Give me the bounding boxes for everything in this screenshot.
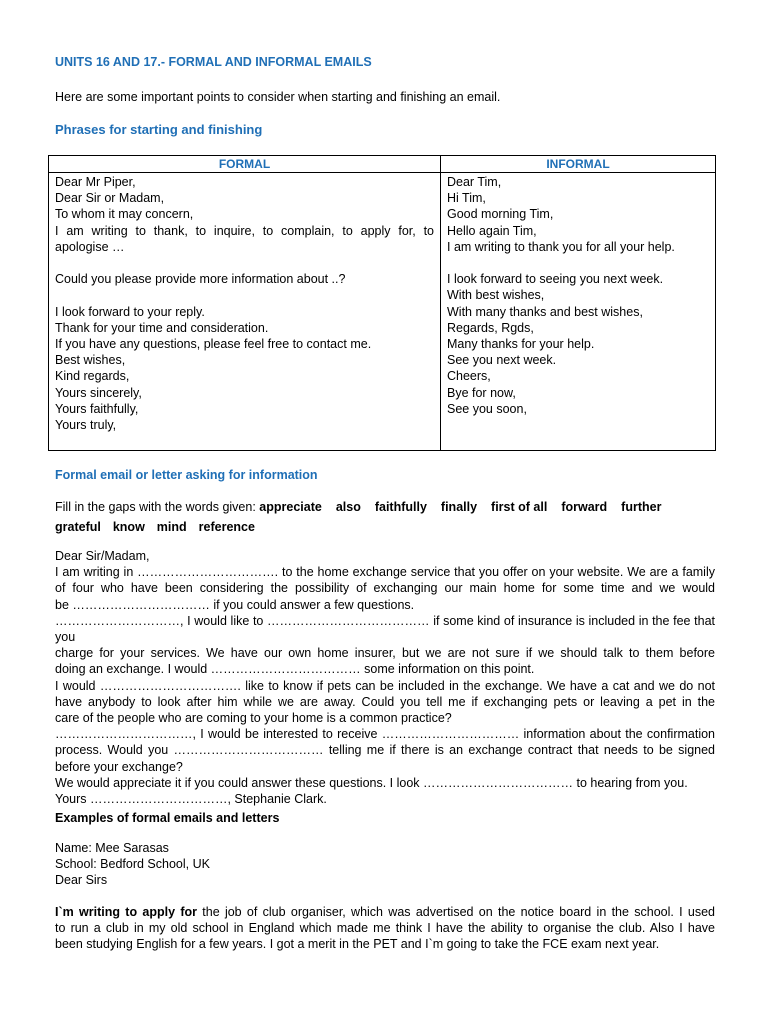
word-further: further	[621, 500, 662, 514]
example-meta	[55, 840, 210, 889]
word-reference: reference	[198, 519, 255, 534]
formal-phrase: Yours sincerely,	[55, 385, 142, 400]
formal-phrase: apologise …	[55, 239, 125, 254]
spacer	[447, 255, 709, 271]
informal-phrase: See you next week.	[447, 353, 557, 368]
spacer	[55, 255, 434, 271]
meta-salutation: Dear Sirs	[55, 873, 108, 888]
gap-fill-letter	[55, 548, 715, 807]
letter-line: We would appreciate it if you could answer these questions. I look ……………………………… to hearing from you.	[55, 775, 688, 790]
informal-phrase: Many thanks for your help.	[447, 337, 595, 352]
letter-line: process. Would you ……………………………… telling me if there is an exchange contract that needs to be signed	[55, 743, 715, 758]
letter-line: have anybody to look after him while we are away. Could you tell me if exchanging pets or leaving a pet in the	[55, 694, 715, 709]
letter-line: doing an exchange. I would ……………………………… some information on this point.	[55, 662, 535, 677]
informal-phrase: Regards, Rgds,	[447, 320, 534, 335]
word-first-of-all: first of all	[491, 500, 548, 514]
formal-phrase: Yours faithfully,	[55, 401, 139, 416]
formal-phrase: Dear Mr Piper,	[55, 175, 136, 189]
letter-line: Yours ……………………………, Stephanie Clark.	[55, 792, 327, 807]
examples-heading: Examples of formal emails and letters	[55, 811, 280, 825]
informal-phrase: Good morning Tim,	[447, 207, 554, 222]
formal-phrase: To whom it may concern,	[55, 207, 194, 222]
formal-phrase: I look forward to your reply.	[55, 304, 205, 319]
letter-line: ……………………………, I would be interested to receive …………………………… information about the confirmation	[55, 727, 715, 742]
informal-phrases-cell	[441, 173, 716, 451]
informal-phrase: Hello again Tim,	[447, 223, 537, 238]
formal-phrase: Could you please provide more information about ..?	[55, 272, 346, 287]
formal-phrase: Best wishes,	[55, 353, 126, 368]
informal-phrase: I am writing to thank you for all your help.	[447, 239, 675, 254]
meta-name: Name: Mee Sarasas	[55, 841, 169, 855]
example-letter-line: I`m writing to apply for the job of club organiser, which was advertised on the notice board in the school. I used	[55, 905, 716, 919]
meta-school: School: Bedford School, UK	[55, 857, 210, 872]
informal-phrase: See you soon,	[447, 401, 527, 416]
word-faithfully: faithfully	[374, 500, 427, 514]
word-know: know	[112, 519, 145, 534]
word-mind: mind	[156, 519, 187, 534]
letter-line: I would ……………………………. like to know if pets can be included in the exchange. We have a cat and we do not	[55, 678, 715, 693]
formal-phrase: I am writing to thank, to inquire, to complain, to apply for, to	[55, 223, 434, 238]
fill-in-instructions	[55, 498, 715, 537]
letter-line: of four who have been considering the possibility of exchanging our main home for some time and we would	[55, 581, 715, 596]
letter-line: be …………………………… if you could answer a few questions.	[55, 597, 415, 612]
word-forward: forward	[561, 500, 608, 514]
word-grateful: grateful	[55, 519, 101, 534]
example-letter-line: to run a club in my old school in England which made me think I have the ability to organise the club. Also I have	[55, 921, 715, 936]
letter-line: Dear Sir/Madam,	[55, 549, 150, 563]
formal-phrase: Dear Sir or Madam,	[55, 191, 165, 206]
fill-intro: Fill in the gaps with the words given:	[55, 500, 256, 514]
formal-phrase: Thank for your time and consideration.	[55, 320, 269, 335]
phrases-table	[48, 155, 716, 451]
letter-line: care of the people who are coming to your home is a common practice?	[55, 711, 452, 726]
word-also: also	[335, 500, 361, 514]
formal-column-header: FORMAL	[49, 156, 441, 173]
informal-phrase: Dear Tim,	[447, 175, 502, 189]
informal-phrase: Hi Tim,	[447, 191, 486, 206]
word-appreciate: appreciate	[259, 500, 322, 514]
informal-phrase: With many thanks and best wishes,	[447, 304, 643, 319]
informal-phrase: With best wishes,	[447, 288, 545, 303]
formal-phrase: Kind regards,	[55, 369, 130, 384]
informal-column-header: INFORMAL	[441, 156, 716, 173]
word-finally: finally	[440, 500, 478, 514]
spacer	[55, 287, 434, 303]
informal-phrase: Bye for now,	[447, 385, 516, 400]
letter-line: before your exchange?	[55, 759, 183, 774]
letter-line: I am writing in ……………………………. to the home exchange service that you offer on your website. We are a family	[55, 565, 715, 580]
formal-phrases-cell	[49, 173, 441, 451]
letter-line: charge for your services. We have our own home insurer, but we are not sure if we should talk to them before	[55, 646, 715, 661]
units-heading: UNITS 16 AND 17.- FORMAL AND INFORMAL EMAILS	[55, 55, 372, 69]
informal-phrase: Cheers,	[447, 369, 491, 384]
intro-text: Here are some important points to consider when starting and finishing an email.	[55, 90, 501, 104]
example-letter-opening: I`m writing to apply for	[55, 905, 197, 919]
phrases-heading: Phrases for starting and finishing	[55, 122, 263, 137]
example-letter-body	[55, 904, 715, 953]
formal-phrase: If you have any questions, please feel free to contact me.	[55, 337, 372, 351]
informal-phrase: I look forward to seeing you next week.	[447, 272, 664, 287]
example-letter-line: been studying English for a few years. I got a merit in the PET and I`m going to take the FCE exam next year.	[55, 937, 660, 952]
letter-line: …………………………, I would like to ………………………………… if some kind of insurance is included in the fee that you	[55, 613, 715, 645]
formal-phrase: Yours truly,	[55, 418, 117, 433]
formal-email-heading: Formal email or letter asking for information	[55, 468, 318, 482]
